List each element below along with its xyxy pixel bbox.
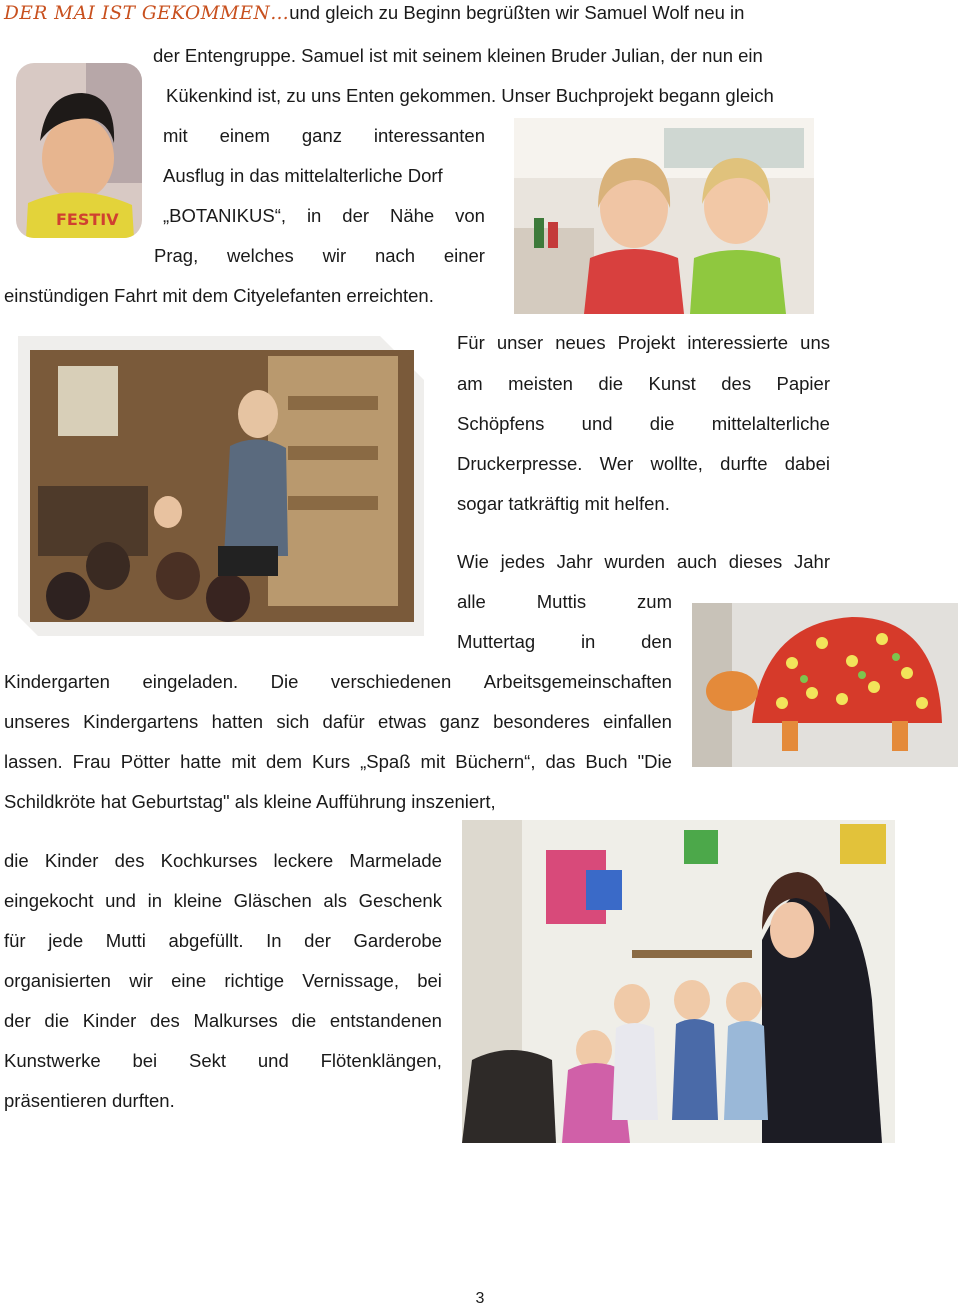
word: Kunst (648, 373, 696, 394)
word: bei (417, 970, 442, 991)
word: In (266, 930, 282, 951)
word: richtige (224, 970, 285, 991)
word: „BOTANIKUS“, (163, 205, 286, 226)
word: mit (231, 751, 256, 772)
justified-line (4, 1048, 442, 1074)
justified-line (457, 451, 830, 477)
word: organisierten (4, 970, 111, 991)
text-line: Schildkröte hat Geburtstag" als kleine Aufführung inszeniert, (4, 791, 496, 812)
word: Sekt (189, 1050, 227, 1071)
justified-line (457, 629, 672, 655)
svg-text:FESTIV: FESTIV (56, 210, 119, 229)
word: hatten (211, 711, 264, 732)
word: Schöpfens (457, 413, 545, 434)
word: die (649, 413, 675, 434)
justified-line (4, 1008, 442, 1034)
word: die (44, 1010, 70, 1031)
word: mit (163, 125, 188, 146)
word: einem (219, 125, 270, 146)
word: hatte (180, 751, 222, 772)
justified-line (457, 589, 672, 615)
word: Malkurses (193, 1010, 278, 1031)
justified-line (154, 243, 485, 269)
word: Geschenk (358, 890, 442, 911)
word: dafür (322, 711, 365, 732)
justified-line (4, 749, 672, 775)
justified-line (163, 203, 485, 229)
text-line: und gleich zu Beginn begrüßten wir Samuel Wolf neu in (289, 2, 745, 23)
word: jedes (500, 551, 545, 572)
word: "Die (637, 751, 672, 772)
word: wurden (604, 551, 666, 572)
word: dem (266, 751, 303, 772)
justified-line (4, 848, 442, 874)
word: Vernissage, (302, 970, 399, 991)
justified-line (4, 709, 672, 735)
word: und (257, 1050, 289, 1071)
word: Druckerpresse. (457, 453, 583, 474)
word: eingekocht (4, 890, 94, 911)
word: Kinder (82, 1010, 137, 1031)
word: bei (132, 1050, 158, 1071)
justified-line (4, 669, 672, 695)
word: Kindergarten (4, 671, 110, 692)
page-number: 3 (475, 1290, 485, 1307)
word: Kindergartens (83, 711, 199, 732)
word: wollte, (650, 453, 703, 474)
photo-paper-workshop (18, 336, 424, 636)
word: mittelalterliche (711, 413, 830, 434)
photo-girls-in-train (514, 118, 814, 314)
word: Projekt (617, 332, 676, 353)
photo-turtle-drawing (692, 603, 958, 767)
word: des (114, 850, 145, 871)
word: Frau (72, 751, 111, 772)
word: der (4, 1010, 31, 1031)
word: einer (443, 245, 485, 266)
word: dieses (728, 551, 783, 572)
justified-line (457, 330, 830, 356)
word: Kurs (312, 751, 351, 772)
word: interessanten (373, 125, 485, 146)
word: Wer (599, 453, 634, 474)
word: entstandenen (329, 1010, 442, 1031)
word: „Spaß (360, 751, 411, 772)
word: leckere (273, 850, 334, 871)
word: in (306, 205, 322, 226)
word: den (641, 631, 672, 652)
word: unseres (4, 711, 70, 732)
justified-line (457, 411, 830, 437)
word: Jahr (556, 551, 593, 572)
word: in (147, 890, 163, 911)
word: als (323, 890, 348, 911)
word: neues (555, 332, 606, 353)
word: lassen. (4, 751, 63, 772)
word: Gläschen (233, 890, 312, 911)
word: wir (322, 245, 347, 266)
word: die (4, 850, 29, 871)
word: des (721, 373, 752, 394)
word: abgefüllt. (168, 930, 244, 951)
word: von (455, 205, 485, 226)
word: mit (420, 751, 446, 772)
justified-line (4, 928, 442, 954)
word: kleine (173, 890, 222, 911)
justified-line (4, 968, 442, 994)
word: alle (457, 591, 486, 612)
word: sich (276, 711, 310, 732)
word: Garderobe (353, 930, 442, 951)
word: Muttertag (457, 631, 536, 652)
word: und (105, 890, 136, 911)
word: jede (48, 930, 84, 951)
text-line: Kükenkind ist, zu uns Enten gekommen. Unser Buchprojekt begann gleich (166, 85, 774, 106)
word: für (4, 930, 26, 951)
word: nach (374, 245, 416, 266)
justified-line (4, 888, 442, 914)
photo-flute-performance (462, 820, 895, 1143)
word: unser (496, 332, 544, 353)
justified-line (457, 371, 830, 397)
word: Kinder (44, 850, 99, 871)
text-line: einstündigen Fahrt mit dem Cityelefanten erreichten. (4, 285, 434, 306)
text-line: der Entengruppe. Samuel ist mit seinem kleinen Bruder Julian, der nun ein (153, 45, 763, 66)
word: Marmelade (349, 850, 442, 871)
word: Kunstwerke (4, 1050, 101, 1071)
word: ganz (301, 125, 342, 146)
word: der (342, 205, 370, 226)
word: der (304, 930, 331, 951)
word: Jahr (794, 551, 830, 572)
word: dabei (784, 453, 830, 474)
word: die (291, 1010, 317, 1031)
word: in (580, 631, 596, 652)
word: interessierte (687, 332, 789, 353)
word: uns (800, 332, 830, 353)
word: Pötter (120, 751, 171, 772)
word: eine (171, 970, 207, 991)
word: ganz (439, 711, 480, 732)
word: Mutti (105, 930, 146, 951)
text-line: sogar tatkräftig mit helfen. (457, 493, 670, 514)
word: eingeladen. (142, 671, 239, 692)
text-line: Ausflug in das mittelalterliche Dorf (163, 165, 443, 186)
word: Büchern“, (455, 751, 536, 772)
word: Wie (457, 551, 489, 572)
word: des (149, 1010, 180, 1031)
word: Kochkurses (160, 850, 258, 871)
word: Papier (776, 373, 830, 394)
word: durfte (720, 453, 768, 474)
word: meisten (508, 373, 573, 394)
word: besonderes (493, 711, 590, 732)
word: die (598, 373, 624, 394)
word: zum (637, 591, 672, 612)
page-heading: DER MAI IST GEKOMMEN… (4, 3, 290, 24)
word: Arbeitsgemeinschaften (483, 671, 672, 692)
word: auch (676, 551, 717, 572)
word: Die (270, 671, 299, 692)
word: wir (129, 970, 153, 991)
word: Nähe (389, 205, 435, 226)
heading-line (4, 0, 744, 26)
word: etwas (378, 711, 427, 732)
word: Für (457, 332, 485, 353)
word: Muttis (536, 591, 587, 612)
text-line: präsentieren durften. (4, 1090, 175, 1111)
justified-line (163, 123, 485, 149)
justified-line (457, 549, 830, 575)
word: Prag, (154, 245, 199, 266)
word: und (581, 413, 613, 434)
word: einfallen (603, 711, 672, 732)
word: welches (226, 245, 294, 266)
word: das (545, 751, 576, 772)
photo-boy-portrait (16, 63, 142, 238)
word: am (457, 373, 483, 394)
word: Flötenklängen, (320, 1050, 442, 1071)
word: verschiedenen (330, 671, 452, 692)
word: Buch (585, 751, 628, 772)
